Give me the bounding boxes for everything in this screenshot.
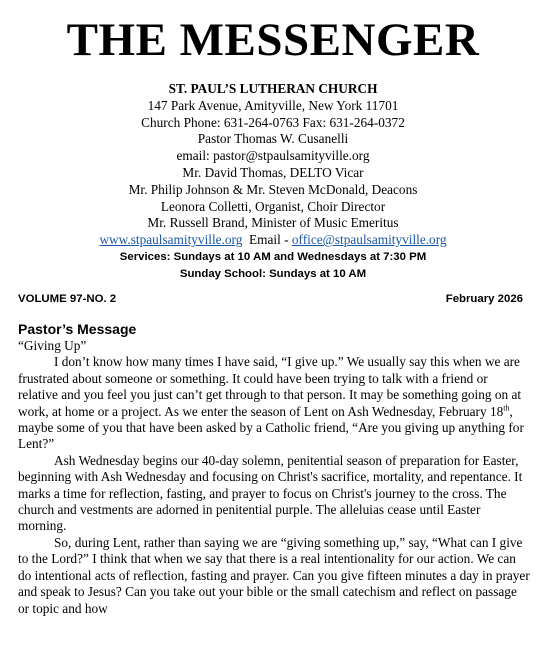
organist: Leonora Colletti, Organist, Choir Director — [160, 198, 386, 214]
article-paragraph-3: So, during Lent, rather than saying we are “giving something up,” say, “What can I give to the Lord?” I think that when we say that there is a real intentionality for our action. We can do intentional acts of reflection, fasting and prayer. Can you give fifteen minutes a day in prayer and speak to Jesus? Can you take out your bible or the small catechism and reflect on passage or topic and how — [18, 534, 530, 616]
ordinal-suffix: th — [503, 403, 510, 413]
article-paragraph-1 — [18, 354, 530, 452]
email-label: Email - — [249, 232, 289, 248]
pastor-name: Pastor Thomas W. Cusanelli — [197, 131, 349, 147]
office-email-link[interactable]: office@stpaulsamityville.org — [291, 232, 447, 248]
sunday-school-times: Sunday School: Sundays at 10 AM — [179, 267, 367, 280]
vicar-name: Mr. David Thomas, DELTO Vicar — [182, 164, 364, 180]
volume-number: VOLUME 97-NO. 2 — [18, 293, 117, 305]
pastor-email: email: pastor@stpaulsamityville.org — [176, 148, 370, 164]
website-link[interactable]: www.stpaulsamityville.org — [99, 232, 243, 248]
paragraph-1-text-a: I don’t know how many times I have said, “I give up.” We usually say this when we are frustrated about someone or something. It could have been trying to talk with a friend or relative and you feel you just can’t get through to that person. It may be something going on at work, at home or a project. As we enter the season of Lent on Ash Wednesday, February 18 — [18, 354, 522, 419]
church-name: ST. PAUL’S LUTHERAN CHURCH — [168, 81, 378, 96]
paragraph-1-text-b: , maybe some of you that have been asked by a Catholic friend, “Are you giving up anything for Lent?” — [18, 403, 524, 452]
article-subtitle: “Giving Up” — [18, 338, 87, 353]
church-phones: Church Phone: 631-264-0763 Fax: 631-264-0372 — [141, 114, 405, 130]
service-times: Services: Sundays at 10 AM and Wednesdays at 7:30 PM — [119, 250, 427, 263]
newsletter-masthead: THE MESSENGER — [66, 14, 480, 66]
contact-links — [0, 232, 546, 249]
church-info — [0, 81, 546, 283]
article-heading: Pastor’s Message — [18, 321, 137, 337]
issue-date: February 2026 — [445, 293, 523, 305]
deacons: Mr. Philip Johnson & Mr. Steven McDonald, Deacons — [128, 181, 418, 197]
church-address: 147 Park Avenue, Amityville, New York 11701 — [147, 97, 399, 113]
minister-of-music: Mr. Russell Brand, Minister of Music Emeritus — [147, 215, 399, 231]
pastors-message — [18, 321, 530, 617]
article-paragraph-2: Ash Wednesday begins our 40-day solemn, penitential season of preparation for Easter, beginning with Ash Wednesday and focusing on Christ's sacrifice, mortality, and repentance. It marks a time for reflection, fasting, and prayer to focus on Christ's journey to the cross. The church and vestments are adorned in penitential purple. The alleluias cease until Easter morning. — [18, 452, 523, 534]
